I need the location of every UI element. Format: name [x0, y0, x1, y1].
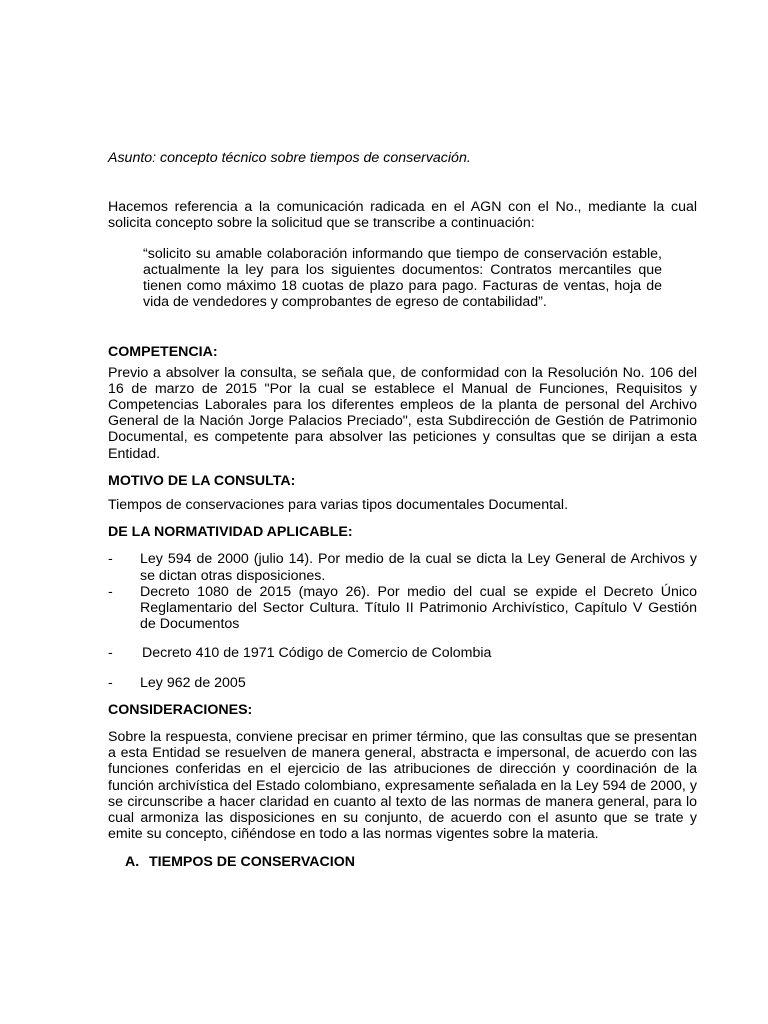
list-item-text: Ley 962 de 2005 — [140, 674, 246, 691]
dash-bullet: - — [108, 674, 113, 691]
dash-bullet: - — [108, 551, 113, 568]
quoted-request: “solicito su amable colaboración informando que tiempo de conservación estable, actualmente la ley para los siguientes documentos: Contratos mercantiles que tienen como máximo 18 cuotas de plazo para pago. Facturas de ventas, hoja de vida de vendedores y comprobantes de egreso de contabilidad”. — [143, 245, 662, 311]
section-marker: A. — [125, 853, 140, 870]
intro-paragraph: Hacemos referencia a la comunicación radicada en el AGN con el No., mediante la cual solicita concepto sobre la solicitud que se transcribe a continuación: — [108, 199, 697, 232]
list-item — [108, 583, 697, 633]
list-item-text: Decreto 410 de 1971 Código de Comercio de Colombia — [142, 645, 492, 662]
competencia-heading: COMPETENCIA: — [108, 344, 218, 361]
normatividad-heading: DE LA NORMATIVIDAD APLICABLE: — [108, 524, 353, 541]
section-title: TIEMPOS DE CONSERVACION — [149, 853, 356, 870]
section-a-heading — [108, 854, 697, 870]
normatividad-list — [108, 551, 697, 691]
document-page — [108, 150, 697, 870]
motivo-paragraph: Tiempos de conservaciones para varias tipos documentales Documental. — [108, 497, 569, 514]
dash-bullet: - — [108, 583, 113, 600]
list-item — [108, 551, 697, 584]
list-item-text: Decreto 1080 de 2015 (mayo 26). Por medio del cual se expide el Decreto Único Reglamentario del Sector Cultura. Título II Patrimonio Archivístico, Capítulo V Gestión de Documentos — [140, 583, 697, 633]
subject-line: Asunto: concepto técnico sobre tiempos de conservación. — [108, 150, 471, 166]
motivo-heading: MOTIVO DE LA CONSULTA: — [108, 472, 296, 489]
consideraciones-heading: CONSIDERACIONES: — [108, 701, 253, 718]
list-item-text: Ley 594 de 2000 (julio 14). Por medio de la cual se dicta la Ley General de Archivos y se dictan otras disposiciones. — [140, 551, 697, 584]
consideraciones-paragraph: Sobre la respuesta, conviene precisar en primer término, que las consultas que se presentan a esta Entidad se resuelven de manera general, abstracta e impersonal, de acuerdo con las funciones conferidas en el ejercicio de las atribuciones de dirección y coordinación de la función archivística del Estado colombiano, expresamente señalada en la Ley 594 de 2000, y se circunscribe a hacer claridad en cuanto al texto de las normas de manera general, para lo cual armoniza las disposiciones en su conjunto, de acuerdo con el asunto que se trate y emite su concepto, ciñéndose en todo a las normas vigentes sobre la materia. — [108, 729, 697, 843]
list-item — [108, 674, 697, 691]
dash-bullet: - — [108, 645, 113, 662]
section-a — [108, 854, 697, 870]
competencia-paragraph: Previo a absolver la consulta, se señala que, de conformidad con la Resolución No. 106 del 16 de marzo de 2015 "Por la cual se establece el Manual de Funciones, Requisitos y Competencias Laborales para los diferentes empleos de la planta de personal del Archivo General de la Nación Jorge Palacios Preciado", esta Subdirección de Gestión de Patrimonio Documental, es competente para absolver las peticiones y consultas que se dirijan a esta Entidad. — [108, 364, 697, 462]
list-item — [108, 645, 697, 662]
